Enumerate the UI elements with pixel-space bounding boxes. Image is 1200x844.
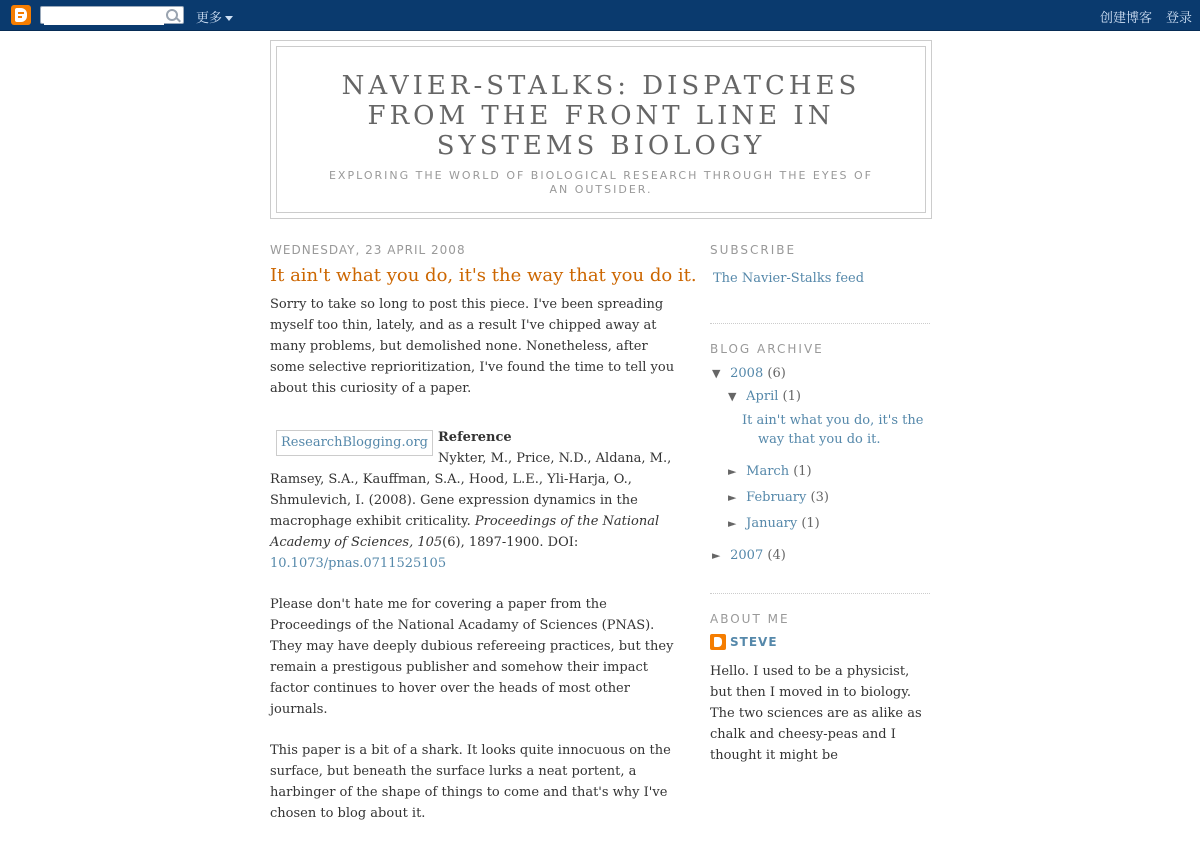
reference-issue: (6), 1897-1900. DOI: bbox=[442, 535, 579, 550]
reference-heading: Reference bbox=[438, 430, 512, 445]
archive-year-link[interactable]: 2007 bbox=[730, 548, 764, 563]
blogger-profile-icon[interactable] bbox=[710, 634, 726, 650]
archive-post-link[interactable]: It ain't what you do, it's the way that you do it. bbox=[742, 413, 924, 447]
blog-title[interactable]: NAVIER-STALKS: DISPATCHES FROM THE FRONT LINE IN SYSTEMS BIOLOGY bbox=[341, 71, 861, 161]
archive-year-link[interactable]: 2008 bbox=[730, 366, 764, 381]
expand-toggle-icon[interactable]: ► bbox=[728, 517, 737, 530]
blogger-logo-icon[interactable] bbox=[11, 5, 31, 25]
archive-month-february bbox=[728, 490, 829, 505]
blog-header bbox=[270, 40, 932, 219]
chevron-down-icon[interactable] bbox=[225, 16, 233, 21]
feed-link[interactable]: The Navier-Stalks feed bbox=[713, 271, 865, 286]
archive-count: (3) bbox=[810, 490, 829, 505]
create-blog-link[interactable]: 创建博客 bbox=[1100, 11, 1153, 26]
subscribe-heading: SUBSCRIBE bbox=[710, 243, 797, 257]
post-date: WEDNESDAY, 23 APRIL 2008 bbox=[270, 243, 466, 257]
expand-toggle-icon[interactable]: ► bbox=[728, 465, 737, 478]
blog-header-inner bbox=[276, 46, 926, 213]
post-paragraph: This paper is a bit of a shark. It looks quite innocuous on the surface, but beneath the surface lurks a neat portent, a harbinger of the shape of things to come and that's why I've chosen to blog about it. bbox=[270, 743, 671, 821]
archive-count: (1) bbox=[782, 389, 801, 404]
reference-text: Nykter, M., Price, N.D., Aldana, M., Ramsey, S.A., Kauffman, S.A., Hood, L.E., Yli-Harja, O., Shmulevich, I. (2008). Gene expression dynamics in the macrophage exhibit criticality. bbox=[270, 451, 672, 529]
researchblogging-badge[interactable]: ResearchBlogging.org bbox=[276, 430, 433, 456]
expand-toggle-icon[interactable]: ► bbox=[712, 549, 721, 562]
sidebar-divider bbox=[710, 323, 930, 324]
login-link[interactable]: 登录 bbox=[1166, 11, 1193, 26]
search-input[interactable] bbox=[44, 11, 164, 25]
archive-month-link[interactable]: April bbox=[746, 389, 779, 404]
archive-month-april bbox=[728, 389, 801, 404]
post-body bbox=[270, 294, 685, 844]
archive-count: (6) bbox=[767, 366, 786, 381]
about-me-heading: ABOUT ME bbox=[710, 612, 790, 626]
more-menu-label[interactable]: 更多 bbox=[196, 11, 223, 26]
archive-month-link[interactable]: February bbox=[746, 490, 807, 505]
expand-toggle-icon[interactable]: ► bbox=[728, 491, 737, 504]
sidebar-divider bbox=[710, 593, 930, 594]
collapse-toggle-icon[interactable]: ▼ bbox=[728, 390, 737, 403]
blog-archive-heading: BLOG ARCHIVE bbox=[710, 342, 824, 356]
search-box[interactable] bbox=[40, 6, 184, 24]
about-me-text: Hello. I used to be a physicist, but then I moved in to biology. The two sciences are as alike as chalk and cheesy-peas and I thought it might be bbox=[710, 664, 922, 763]
archive-year-2007 bbox=[712, 548, 786, 563]
navbar bbox=[0, 0, 1200, 31]
archive-month-link[interactable]: March bbox=[746, 464, 790, 479]
archive-count: (4) bbox=[767, 548, 786, 563]
collapse-toggle-icon[interactable]: ▼ bbox=[712, 367, 721, 380]
author-name-link[interactable]: STEVE bbox=[730, 635, 778, 649]
post-paragraph: Sorry to take so long to post this piece. I've been spreading myself too thin, lately, and as a result I've chipped away at many problems, but demolished none. Nonetheless, after some selective reprioritization, I've found the time to tell you about this curiosity of a paper. bbox=[270, 297, 675, 396]
doi-link[interactable]: 10.1073/pnas.0711525105 bbox=[270, 556, 447, 571]
more-menu[interactable] bbox=[196, 7, 233, 26]
reference-block bbox=[270, 427, 685, 574]
archive-month-march bbox=[728, 464, 812, 479]
blog-description: EXPLORING THE WORLD OF BIOLOGICAL RESEARCH THROUGH THE EYES OF AN OUTSIDER. bbox=[328, 169, 874, 196]
post-paragraph: Please don't hate me for covering a paper from the Proceedings of the National Acadamy of Sciences (PNAS). They may have deeply dubious refereeing practices, but they remain a prestigous publisher and somehow their impact factor continues to hover over the heads of most other journals. bbox=[270, 597, 674, 717]
archive-month-link[interactable]: January bbox=[746, 516, 798, 531]
archive-month-january bbox=[728, 516, 820, 531]
search-icon[interactable] bbox=[166, 9, 178, 21]
archive-count: (1) bbox=[801, 516, 820, 531]
archive-count: (1) bbox=[793, 464, 812, 479]
archive-year-2008 bbox=[712, 366, 786, 381]
post-title[interactable]: It ain't what you do, it's the way that you do it. bbox=[270, 265, 697, 286]
reference-journal: Proceedings of the National Academy of Sciences, 105 bbox=[270, 514, 660, 550]
